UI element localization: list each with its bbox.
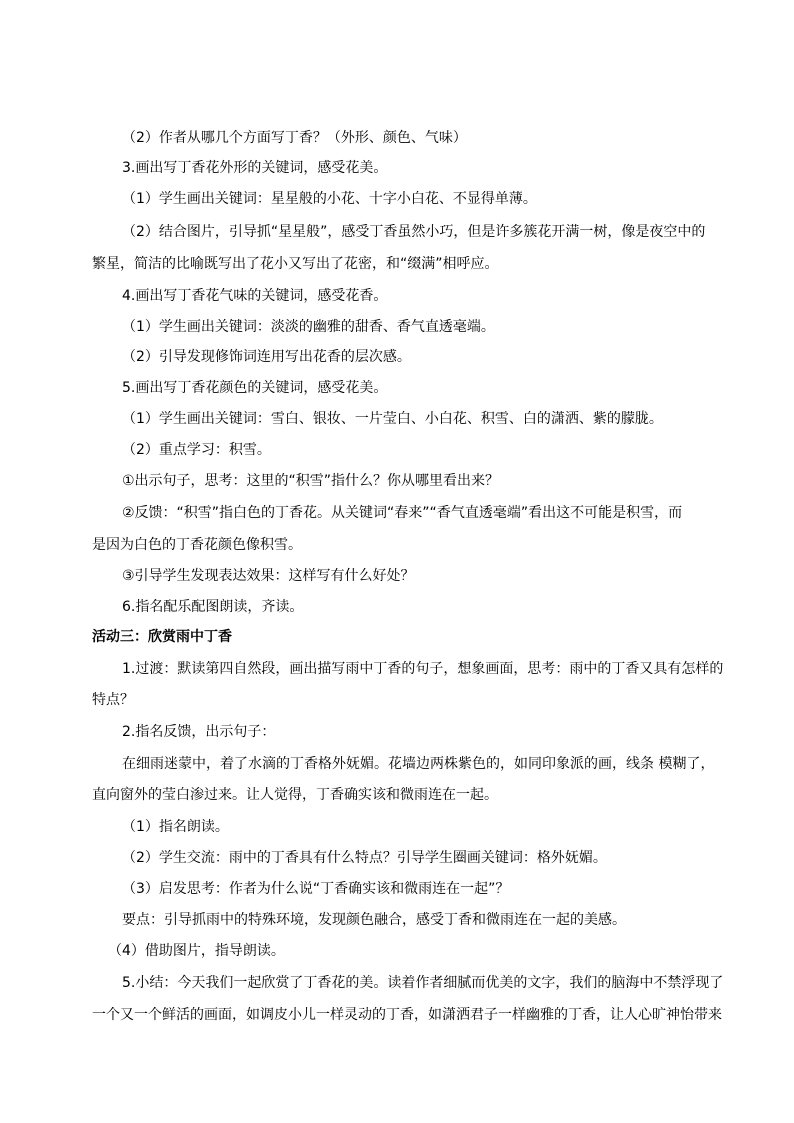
text-line: 5.小结：今天我们一起欣赏了丁香花的美。读着作者细腻而优美的文字，我们的脑海中不禁浮现了: [122, 975, 724, 991]
text-line: 1.过渡：默读第四自然段，画出描写雨中丁香的句子，想象画面，思考：雨中的丁香又具有怎样的: [122, 661, 724, 677]
text-line: （2）引导发现修饰词连用写出花香的层次感。: [122, 349, 411, 365]
text-line: （1）学生画出关键词：雪白、银妆、一片莹白、小白花、积雪、白的潇洒、紫的朦胧。: [122, 411, 663, 427]
text-line: 是因为白色的丁香花颜色像积雪。: [92, 537, 302, 553]
text-line: 2.指名反馈，出示句子：: [122, 724, 276, 740]
text-line: （1）学生画出关键词：淡淡的幽雅的甜香、香气直透毫端。: [122, 319, 495, 335]
text-line: 繁星，简洁的比喻既写出了花小又写出了花密，和“缀满”相呼应。: [92, 256, 499, 272]
section-heading: 活动三：欣赏雨中丁香: [92, 629, 232, 645]
text-line: 3.画出写丁香花外形的关键词，感受花美。: [122, 160, 388, 176]
text-line: （2）重点学习：积雪。: [122, 442, 271, 458]
text-line: ③引导学生发现表达效果：这样写有什么好处？: [122, 568, 415, 584]
text-line: 直向窗外的莹白渗过来。让人觉得，丁香确实该和微雨连在一起。: [92, 787, 498, 803]
text-line: 4.画出写丁香花气味的关键词，感受花香。: [122, 288, 388, 304]
text-line: 6.指名配乐配图朗读，齐读。: [122, 599, 304, 615]
text-line: （2）学生交流：雨中的丁香具有什么特点？引导学生圈画关键词：格外妩媚。: [122, 850, 607, 866]
text-line: （2）作者从哪几个方面写丁香？（外形、颜色、气味）: [122, 130, 467, 146]
text-line: 要点：引导抓雨中的特殊环境，发现颜色融合，感受丁香和微雨连在一起的美感。: [122, 912, 626, 928]
text-line: （3）启发思考：作者为什么说“丁香确实该和微雨连在一起”？: [122, 881, 510, 897]
text-line: 5.画出写丁香花颜色的关键词，感受花美。: [122, 380, 388, 396]
text-line: ②反馈：“积雪”指白色的丁香花。从关键词“春来”“香气直透毫端”看出这不可能是积雪，而: [122, 505, 683, 521]
text-line: （4）借助图片，指导朗读。: [108, 943, 285, 959]
text-line: （2）结合图片，引导抓“星星般”，感受丁香虽然小巧，但是许多簇花开满一树，像是夜空中的: [122, 224, 706, 240]
text-line: 特点？: [92, 692, 134, 708]
text-line: 一个又一个鲜活的画面，如调皮小儿一样灵动的丁香，如潇洒君子一样幽雅的丁香，让人心旷神怡带来: [92, 1007, 722, 1023]
text-line: （1）指名朗读。: [122, 819, 229, 835]
text-line: 在细雨迷蒙中，着了水滴的丁香格外妩媚。花墙边两株紫色的，如同印象派的画，线条 模糊了，: [122, 756, 715, 772]
text-line: ①出示句子，思考：这里的“积雪”指什么？你从哪里看出来？: [122, 473, 500, 489]
text-line: （1）学生画出关键词：星星般的小花、十字小白花、不显得单薄。: [122, 191, 537, 207]
